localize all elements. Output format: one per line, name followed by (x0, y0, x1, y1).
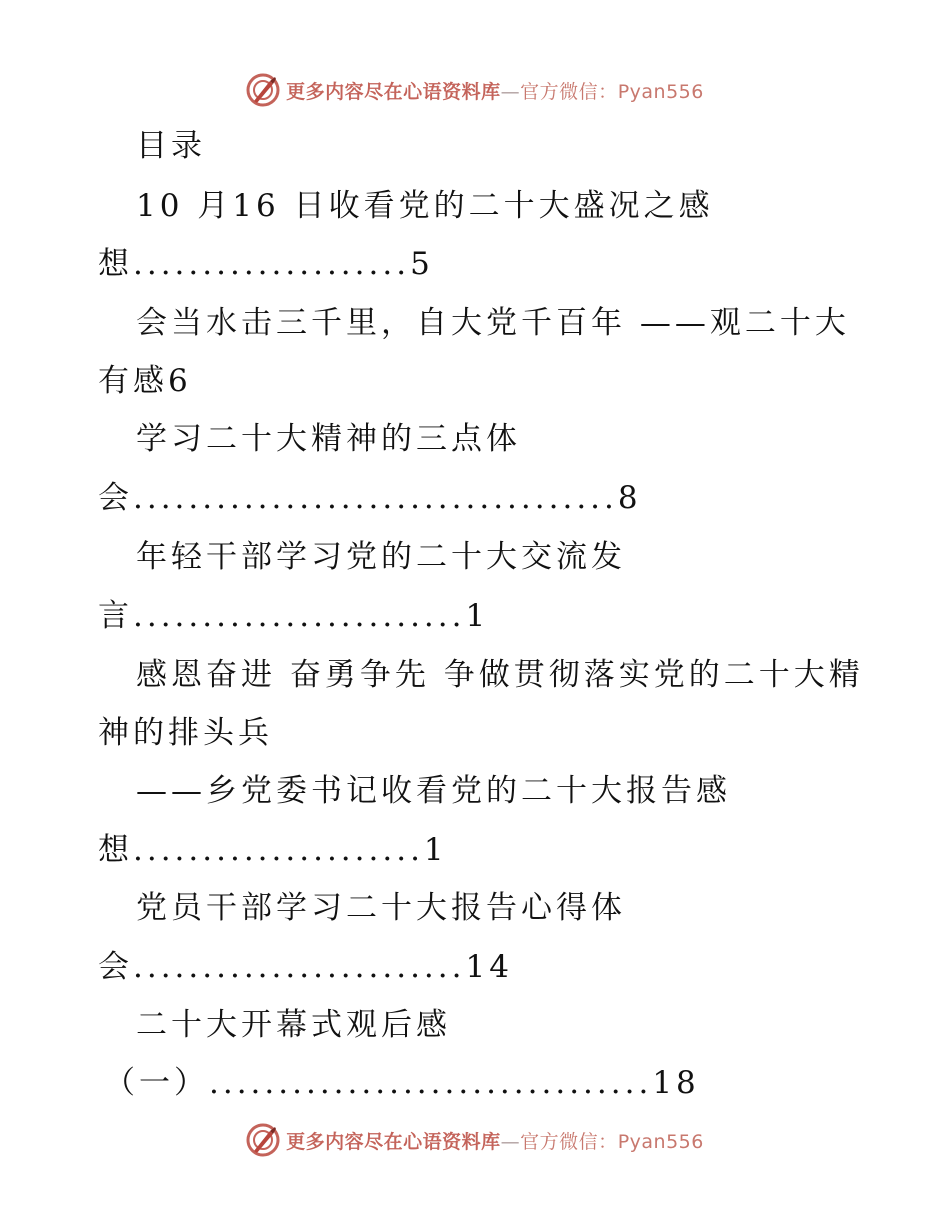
toc-line: 年轻干部学习党的二十大交流发 (136, 539, 626, 575)
header-handle: Pyan556 (617, 80, 704, 103)
toc-line: 党员干部学习二十大报告心得体 (136, 890, 626, 926)
toc-line: 会........................14 (98, 949, 513, 985)
header-contact: 官方微信： (520, 80, 618, 103)
toc-line: ——乡党委书记收看党的二十大报告感 (136, 773, 731, 809)
header-brand: 更多内容尽在心语资料库 (286, 80, 501, 103)
toc-title: 目录 (136, 128, 206, 164)
footer-contact: 官方微信： (520, 1130, 618, 1153)
footer-text (286, 1127, 704, 1154)
toc-line: 会...................................8 (98, 480, 642, 516)
toc-line: 有感6 (98, 363, 192, 399)
toc-line: 会当水击三千里，自大党千百年 ——观二十大 (136, 305, 850, 341)
footer-brand: 更多内容尽在心语资料库 (286, 1130, 501, 1153)
header-sep: — (500, 80, 521, 103)
footer-sep: — (500, 1130, 521, 1153)
toc-line: 二十大开幕式观后感 (136, 1007, 451, 1043)
toc-line: 想....................5 (98, 246, 434, 282)
toc-line: 想.....................1 (98, 832, 448, 868)
toc-line: 神的排头兵 (98, 715, 273, 751)
toc-line: 言........................1 (98, 598, 490, 634)
footer-banner (0, 1120, 950, 1160)
toc-line: 10 月16 日收看党的二十大盛况之感 (136, 188, 714, 224)
toc-line: （一）................................18 (104, 1065, 700, 1101)
pen-logo-icon (246, 1123, 280, 1157)
toc-line: 感恩奋进 奋勇争先 争做贯彻落实党的二十大精 (136, 657, 864, 693)
footer-handle: Pyan556 (617, 1130, 704, 1153)
toc-line: 学习二十大精神的三点体 (136, 421, 521, 457)
